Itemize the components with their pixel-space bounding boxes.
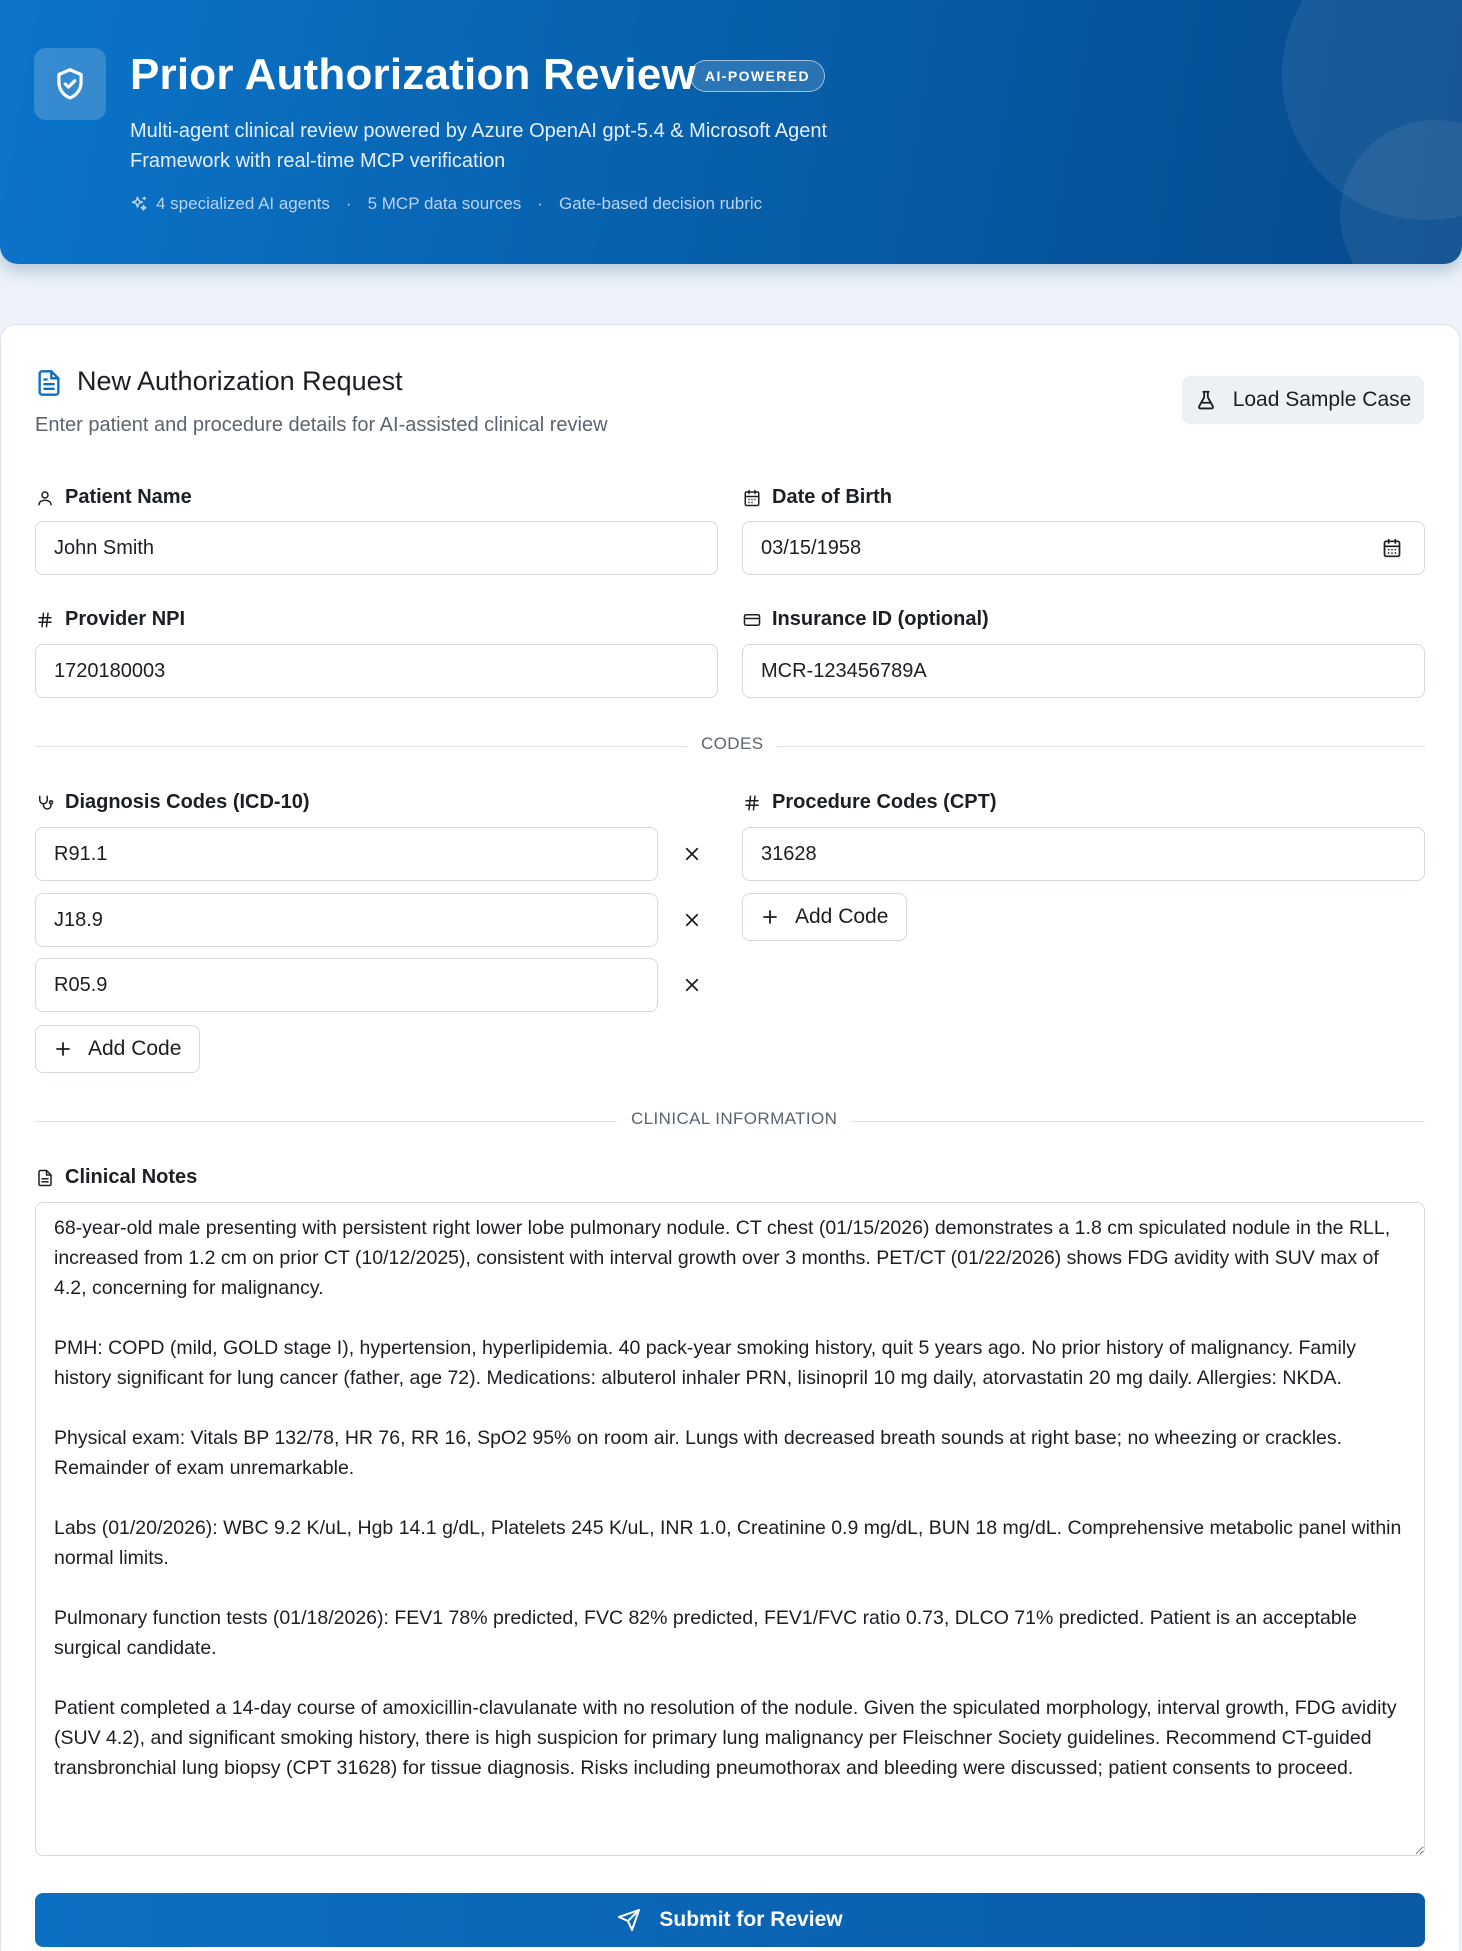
hash-icon [742, 794, 762, 812]
close-icon [683, 976, 701, 994]
close-icon [683, 845, 701, 863]
patient-name-label-text: Patient Name [65, 486, 192, 508]
add-diagnosis-code-button[interactable] [35, 1025, 200, 1073]
remove-diagnosis-code-button[interactable] [672, 900, 712, 940]
meta-separator: · [537, 194, 543, 213]
document-icon [35, 368, 63, 403]
submit-for-review-button[interactable] [35, 1893, 1425, 1947]
procedure-codes-label-text: Procedure Codes (CPT) [772, 791, 997, 813]
date-of-birth-label-text: Date of Birth [772, 486, 892, 508]
plus-icon [761, 908, 779, 926]
insurance-id-label [742, 608, 989, 631]
send-icon [617, 1908, 641, 1932]
form-title: New Authorization Request [77, 366, 403, 396]
hero-subtitle [130, 116, 950, 176]
meta-sources: 5 MCP data sources [367, 194, 522, 213]
diagnosis-code-input[interactable] [35, 958, 658, 1012]
remove-diagnosis-code-button[interactable] [672, 965, 712, 1005]
patient-name-input[interactable] [35, 521, 718, 575]
load-sample-case-label: Load Sample Case [1232, 388, 1412, 411]
hero-subtitle-line: Multi-agent clinical review powered by Azure OpenAI gpt-5.4 & Microsoft Agent [130, 120, 828, 142]
clinical-information-divider-label: CLINICAL INFORMATION [617, 1109, 851, 1129]
insurance-id-label-text: Insurance ID (optional) [772, 608, 989, 630]
clinical-notes-label-text: Clinical Notes [65, 1166, 198, 1188]
meta-rubric: Gate-based decision rubric [558, 194, 763, 213]
clinical-notes-textarea[interactable] [35, 1202, 1425, 1856]
sparkles-icon [130, 195, 148, 213]
meta-separator: · [345, 194, 352, 213]
diagnosis-codes-label-text: Diagnosis Codes (ICD-10) [65, 791, 310, 813]
card-icon [742, 611, 762, 629]
meta-agents: 4 specialized AI agents [156, 194, 330, 213]
date-picker-icon[interactable] [1382, 538, 1402, 563]
clinical-notes-label [35, 1166, 197, 1189]
date-of-birth-input[interactable] [742, 521, 1425, 575]
diagnosis-codes-label [35, 791, 309, 814]
codes-divider-label: CODES [687, 734, 777, 754]
add-diagnosis-code-label: Add Code [88, 1037, 182, 1060]
load-sample-case-button[interactable] [1182, 376, 1424, 424]
hero-subtitle-line: Framework with real-time MCP verification [130, 150, 506, 172]
calendar-icon [742, 489, 762, 507]
hash-icon [35, 611, 55, 629]
date-of-birth-label [742, 486, 892, 509]
provider-npi-input[interactable] [35, 644, 718, 698]
insurance-id-input[interactable] [742, 644, 1425, 698]
provider-npi-label-text: Provider NPI [65, 608, 186, 630]
page-title: Prior Authorization Review [130, 50, 696, 99]
close-icon [683, 911, 701, 929]
diagnosis-code-input[interactable] [35, 827, 658, 881]
remove-diagnosis-code-button[interactable] [672, 834, 712, 874]
hero-header [0, 0, 1462, 264]
plus-icon [54, 1040, 72, 1058]
shield-check-icon [34, 48, 106, 120]
ai-powered-badge: AI-POWERED [690, 60, 825, 92]
add-procedure-code-button[interactable] [742, 893, 907, 941]
provider-npi-label [35, 608, 185, 631]
flask-icon [1195, 389, 1217, 411]
notes-icon [35, 1169, 55, 1187]
user-icon [35, 489, 55, 507]
diagnosis-code-input[interactable] [35, 893, 658, 947]
add-procedure-code-label: Add Code [795, 905, 889, 928]
patient-name-label [35, 486, 192, 509]
submit-for-review-label: Submit for Review [659, 1908, 843, 1931]
stethoscope-icon [35, 794, 55, 812]
form-subtitle: Enter patient and procedure details for AI-assisted clinical review [35, 414, 608, 436]
procedure-code-input[interactable] [742, 827, 1425, 881]
procedure-codes-label [742, 791, 996, 814]
hero-meta [130, 194, 762, 214]
